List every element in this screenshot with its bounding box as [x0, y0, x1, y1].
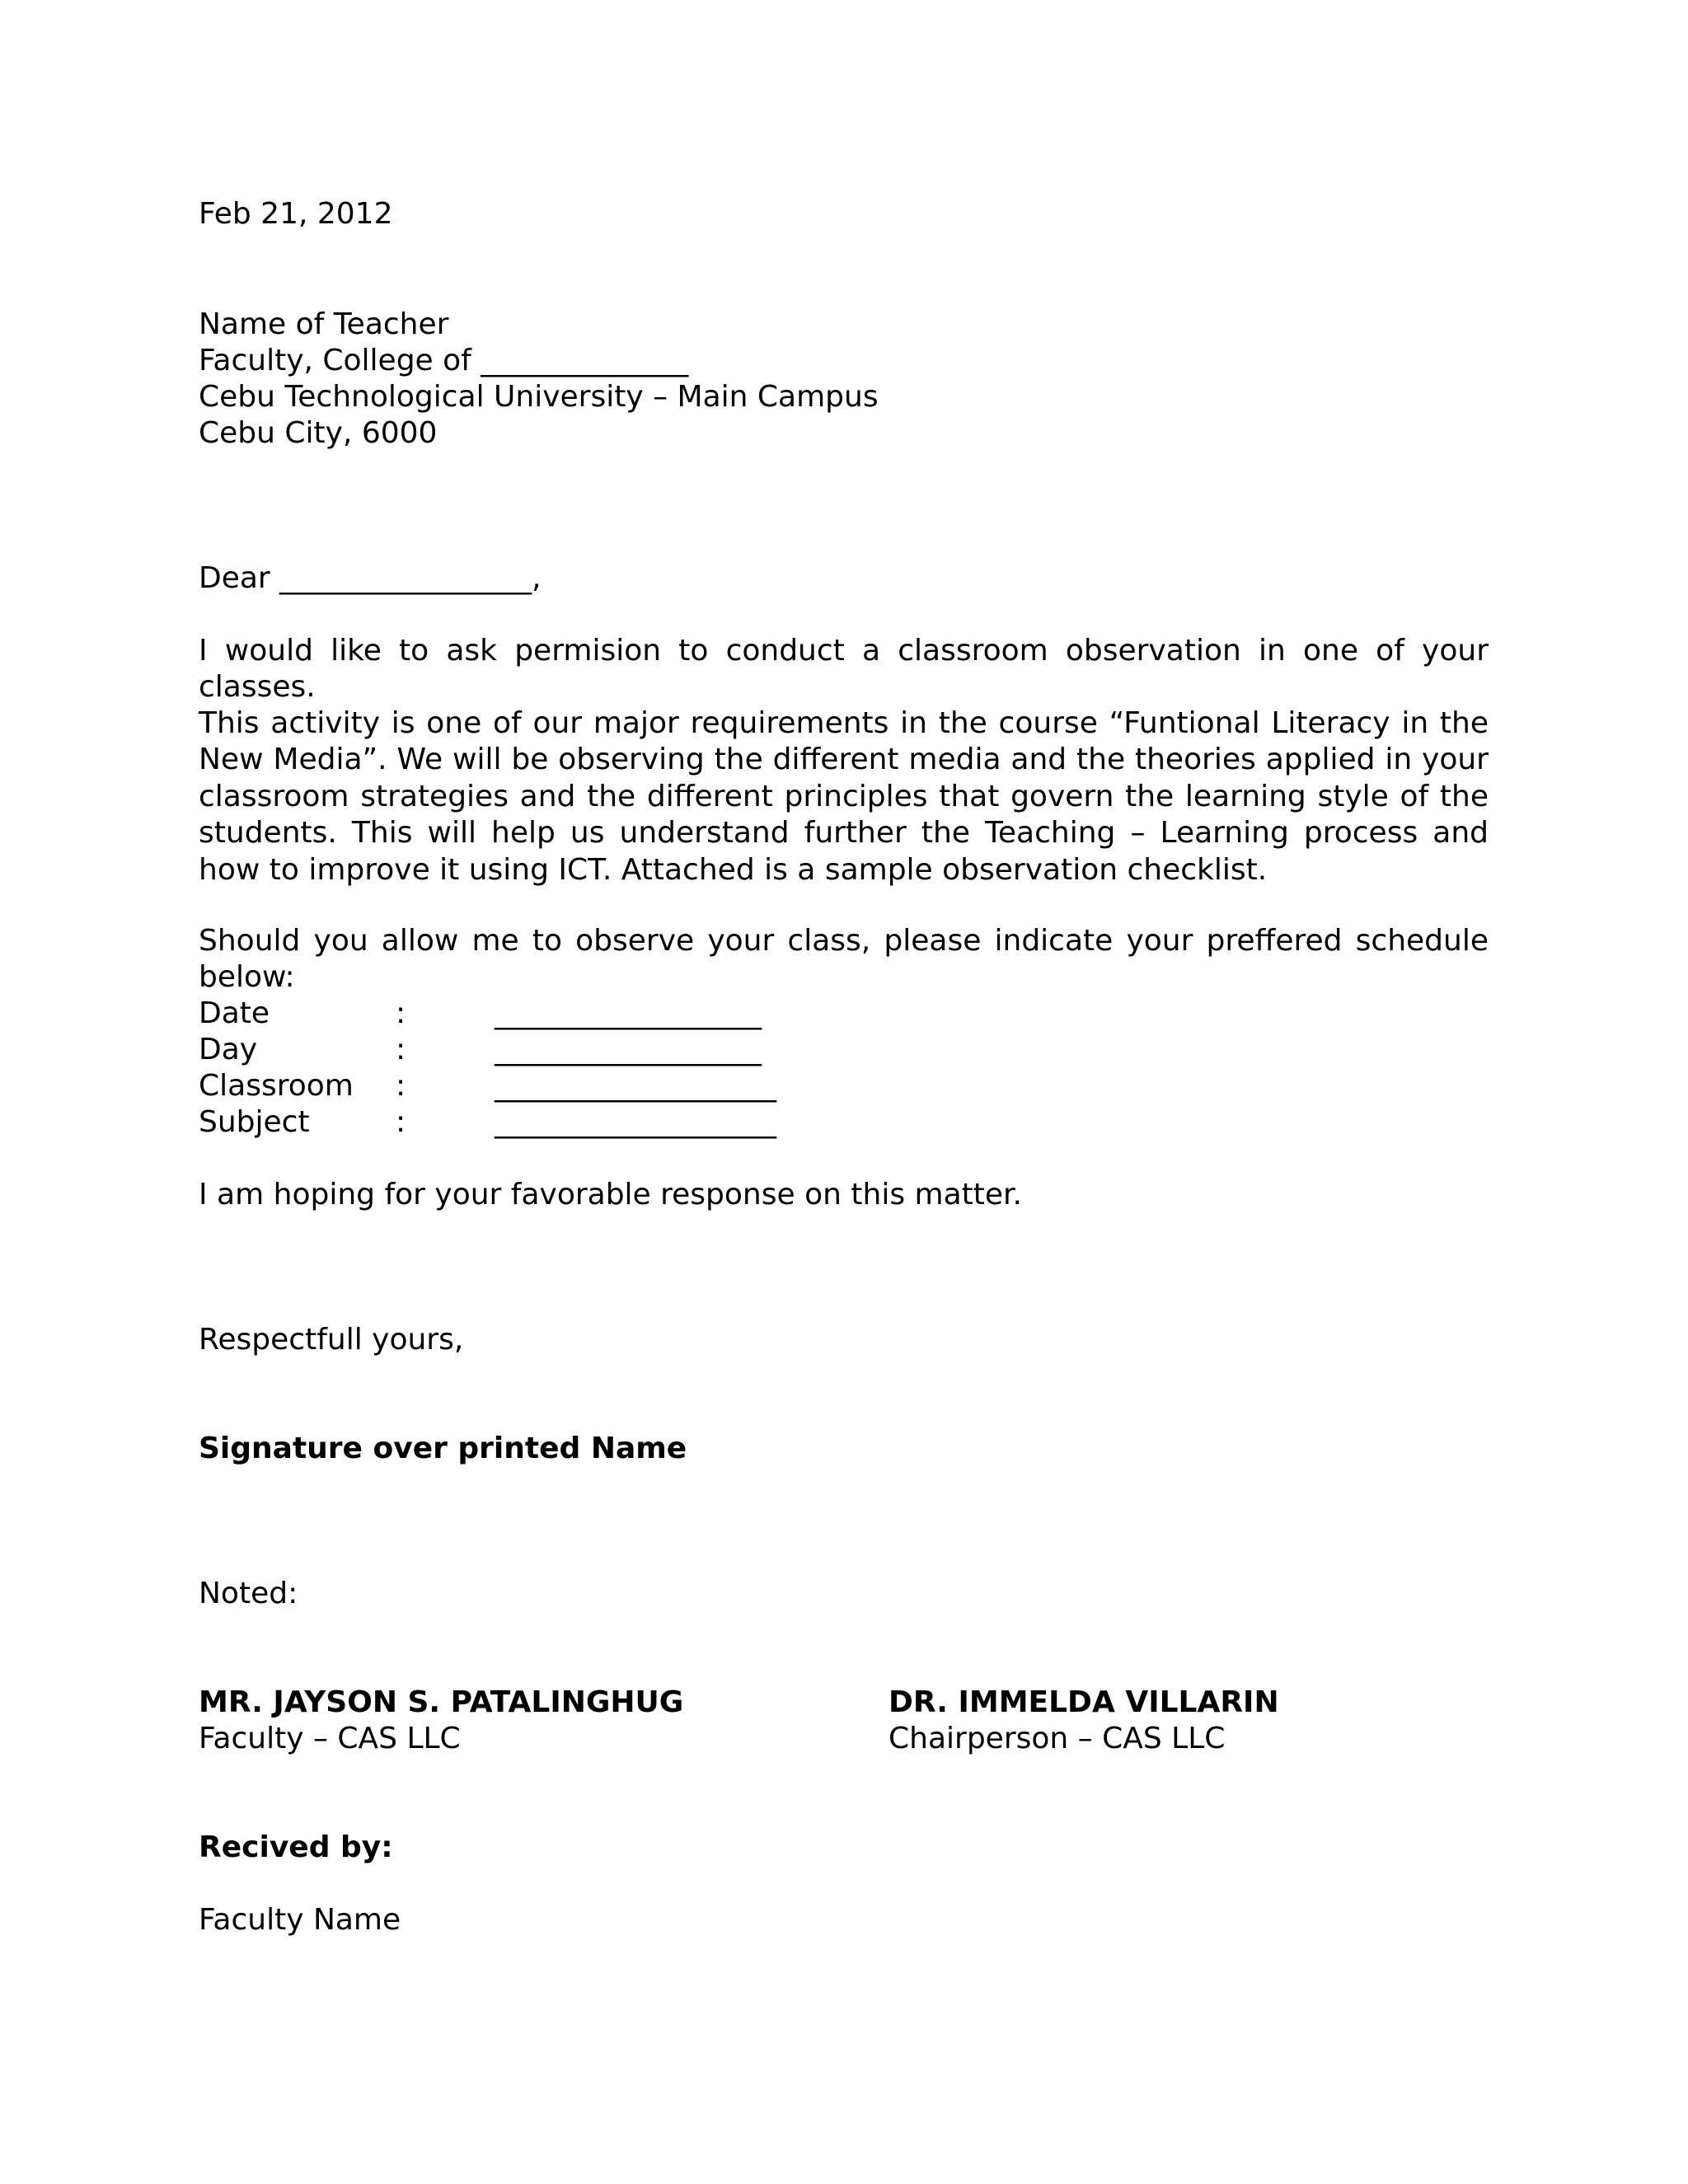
schedule-classroom-label: Classroom: [199, 1069, 354, 1103]
received-by-label: Recived by:: [199, 1830, 393, 1864]
schedule-day-blank: __________________: [495, 1033, 762, 1066]
noted-left-name: MR. JAYSON S. PATALINGHUG: [199, 1685, 684, 1719]
faculty-name-label: Faculty Name: [199, 1903, 401, 1937]
recipient-city: Cebu City, 6000: [199, 416, 438, 450]
schedule-subject-label: Subject: [199, 1105, 310, 1139]
schedule-colon: :: [396, 1069, 406, 1103]
schedule-colon: :: [396, 1033, 406, 1066]
closing-paragraph: I am hoping for your favorable response on this matter.: [199, 1178, 1022, 1212]
paragraph-request: I would like to ask permision to conduct a classroom observation in one of your classes.: [199, 634, 1489, 705]
schedule-date-blank: __________________: [495, 996, 762, 1030]
salutation: Dear _________________,: [199, 561, 542, 595]
schedule-day-label: Day: [199, 1033, 258, 1066]
schedule-date-label: Date: [199, 996, 270, 1030]
schedule-colon: :: [396, 1105, 406, 1139]
noted-label: Noted:: [199, 1577, 298, 1610]
schedule-colon: :: [396, 996, 406, 1030]
letter-date: Feb 21, 2012: [199, 197, 393, 231]
schedule-subject-blank: ___________________: [495, 1105, 776, 1139]
complimentary-close: Respectfull yours,: [199, 1323, 464, 1357]
recipient-college: Faculty, College of ______________: [199, 344, 689, 377]
noted-right-name: DR. IMMELDA VILLARIN: [889, 1685, 1279, 1719]
paragraph-activity: This activity is one of our major requirements in the course “Funtional Literacy in the New Media”. We will be observing the different media and the theories applied in your classroom strategies and the different principles that govern the learning style of the students. This will help us understand further the Teaching – Learning process and how to improve it using ICT. Attached is a sample observation checklist.: [199, 706, 1489, 887]
noted-left-title: Faculty – CAS LLC: [199, 1722, 461, 1755]
schedule-classroom-blank: ___________________: [495, 1069, 776, 1103]
paragraph-schedule-intro: Should you allow me to observe your class, please indicate your preffered schedule below:: [199, 924, 1489, 995]
recipient-university: Cebu Technological University – Main Campus: [199, 380, 879, 414]
recipient-name: Name of Teacher: [199, 307, 449, 341]
signature-label: Signature over printed Name: [199, 1432, 687, 1465]
noted-right-title: Chairperson – CAS LLC: [889, 1722, 1226, 1755]
